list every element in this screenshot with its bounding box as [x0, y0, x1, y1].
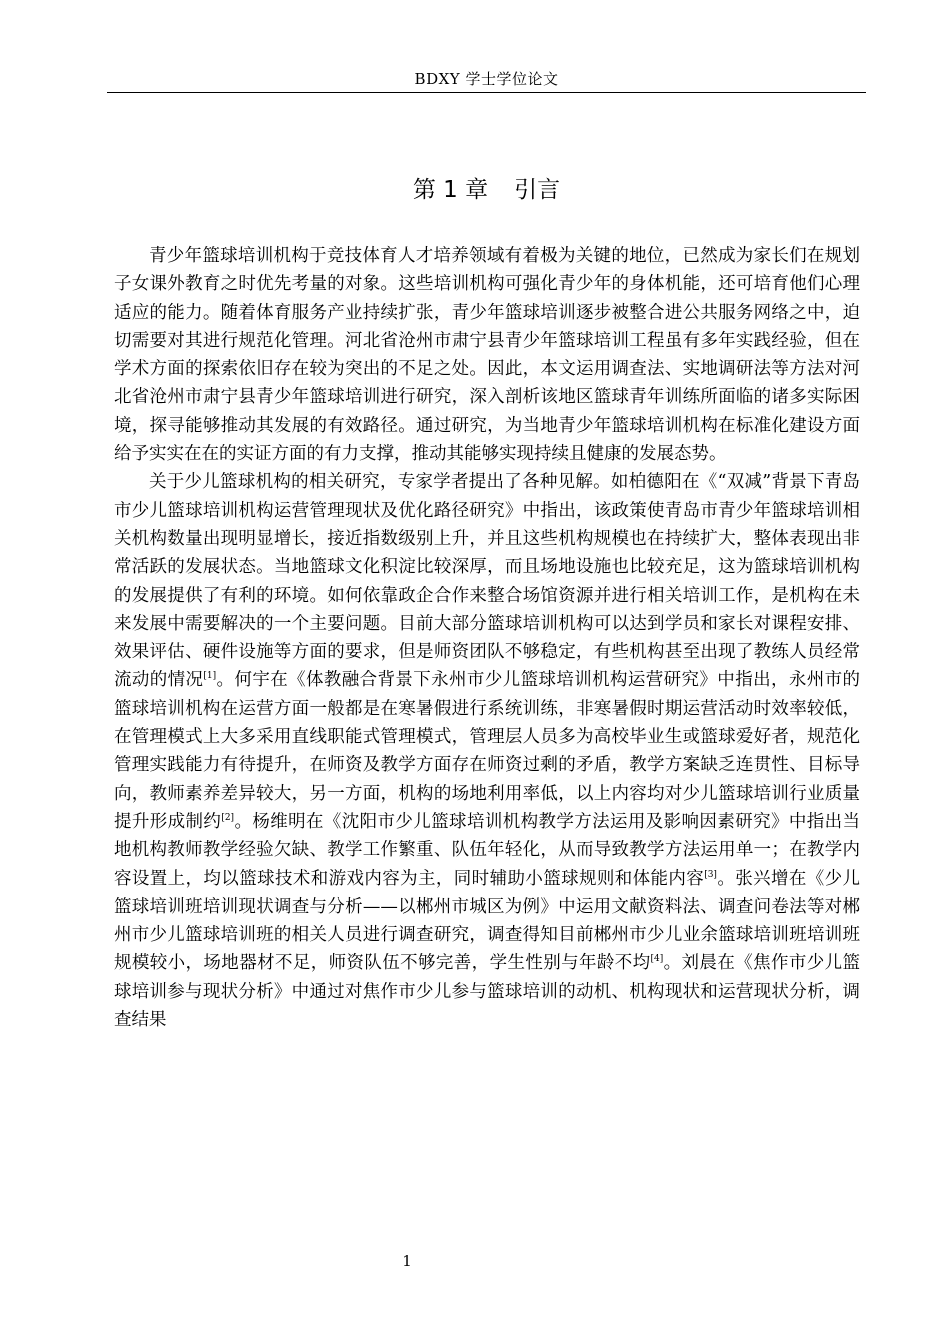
citation-ref: [2]: [221, 812, 235, 823]
paragraph-text: 。刘晨在《焦作市少儿篮球培训参与现状分析》中通过对焦作市少儿参与篮球培训的动机、机构现状和运营现状分析，调查结果: [114, 953, 861, 1031]
chapter-name: 引言: [514, 177, 561, 203]
page-number: 1: [402, 1252, 412, 1270]
running-header: BDXY 学士学位论文: [414, 70, 559, 88]
citation-ref: [1]: [203, 671, 217, 682]
body-text: [114, 242, 860, 1034]
paragraph-text: 。张兴增在《少儿篮球培训班培训现状调查与分析——以郴州市城区为例》中运用文献资料法、调查问卷法等对郴州市少儿篮球培训班的相关人员进行调查研究，调查得知目前郴州市少儿业余篮球培训班培训班规模较小，场地器材不足，师资队伍不够完善，学生性别与年龄不均: [114, 868, 861, 974]
paragraph-intro: 青少年篮球培训机构于竞技体育人才培养领域有着极为关键的地位，已然成为家长们在规划子女课外教育之时优先考量的对象。这些培训机构可强化青少年的身体机能，还可培育他们心理适应的能力。随着体育服务产业持续扩张，青少年篮球培训逐步被整合进公共服务网络之中，迫切需要对其进行规范化管理。河北省沧州市肃宁县青少年篮球培训工程虽有多年实践经验，但在学术方面的探索依旧存在较为突出的不足之处。因此，本文运用调查法、实地调研法等方法对河北省沧州市肃宁县青少年篮球培训进行研究，深入剖析该地区篮球青年训练所面临的诸多实际困境，探寻能够推动其发展的有效路径。通过研究，为当地青少年篮球培训机构在标准化建设方面给予实实在在的实证方面的有力支撑，推动其能够实现持续且健康的发展态势。: [114, 246, 860, 465]
citation-ref: [3]: [704, 869, 717, 880]
header-rule: [107, 92, 866, 93]
paragraph-text: 关于少儿篮球机构的相关研究，专家学者提出了各种见解。如柏德阳在《“双减”背景下青岛市少儿篮球培训机构运营管理现状及优化路径研究》中指出，该政策使青岛市青少年篮球培训相关机构数量出现明显增长，接近指数级别上升，并且这些机构规模也在持续扩大，整体表现出非常活跃的发展状态。当地篮球文化积淀比较深厚，而且场地设施也比较充足，这为篮球培训机构的发展提供了有利的环境。如何依靠政企合作来整合场馆资源并进行相关培训工作，是机构在未来发展中需要解决的一个主要问题。目前大部分篮球培训机构可以达到学员和家长对课程安排、效果评估、硬件设施等方面的要求，但是师资团队不够稳定，有些机构甚至出现了教练人员经常流动的情况: [114, 472, 860, 691]
paragraph-text: 。杨维明在《沈阳市少儿篮球培训机构教学方法运用及影响因素研究》中指出当地机构教师教学经验欠缺、教学工作繁重、队伍年轻化，从而导致教学方法运用单一；在教学内容设置上，均以篮球技术和游戏内容为主，同时辅助小篮球规则和体能内容: [114, 811, 861, 889]
paragraph-literature-review: [114, 468, 860, 1034]
citation-ref: [4]: [650, 954, 664, 965]
chapter-title: [107, 170, 866, 210]
paragraph-text: 。何宇在《体教融合背景下永州市少儿篮球培训机构运营研究》中指出，永州市的篮球培训机构在运营方面一般都是在寒暑假进行系统训练，非寒暑假时期运营活动时效率较低，在管理模式上大多采用直线职能式管理模式，管理层人员多为高校毕业生或篮球爱好者，规范化管理实践能力有待提升，在师资及教学方面存在师资过剩的矛盾，教学方案缺乏连贯性、目标导向，教师素养差异较大，另一方面，机构的场地利用率低，以上内容均对少儿篮球培训行业质量提升形成制约: [114, 670, 860, 832]
chapter-number: 第 1 章: [412, 177, 489, 203]
